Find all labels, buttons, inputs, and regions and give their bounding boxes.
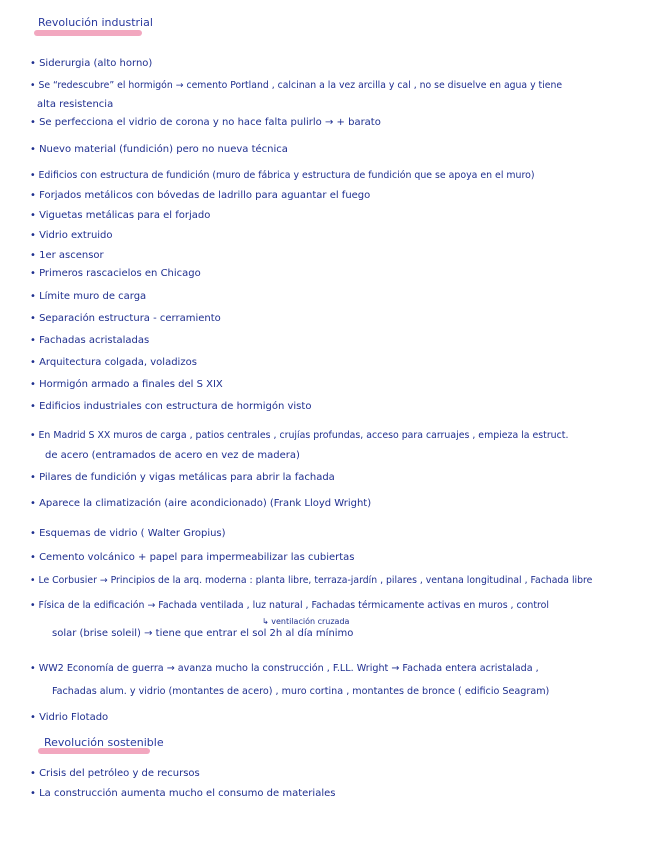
note-line: • Se perfecciona el vidrio de corona y no hace falta pulirlo → + barato <box>30 117 381 128</box>
note-line: • Se “redescubre” el hormigón → cemento Portland , calcinan a la vez arcilla y cal , no se disuelve en agua y tiene <box>30 80 563 91</box>
note-line: • Hormigón armado a finales del S XIX <box>30 379 223 390</box>
note-line: • Física de la edificación → Fachada ventilada , luz natural , Fachadas térmicamente activas en muros , control <box>30 600 550 611</box>
note-subline: ↳ ventilación cruzada <box>262 617 350 626</box>
note-line: • Le Corbusier → Principios de la arq. moderna : planta libre, terraza-jardín , pilares , ventana longitudinal , Fachada libre <box>30 575 593 586</box>
note-line: de acero (entramados de acero en vez de madera) <box>45 450 300 461</box>
note-line: • Viguetas metálicas para el forjado <box>30 210 211 221</box>
note-line: • Separación estructura - cerramiento <box>30 313 221 324</box>
note-line: • WW2 Economía de guerra → avanza mucho la construcción , F.LL. Wright → Fachada entera acristalada , <box>30 663 539 674</box>
note-line: • Forjados metálicos con bóvedas de ladrillo para aguantar el fuego <box>30 190 371 201</box>
note-line: • Pilares de fundición y vigas metálicas para abrir la fachada <box>30 472 335 483</box>
note-line: • Arquitectura colgada, voladizos <box>30 357 197 368</box>
note-line: • Edificios industriales con estructura de hormigón visto <box>30 401 312 412</box>
note-line: • Crisis del petróleo y de recursos <box>30 768 200 779</box>
note-line: • Edificios con estructura de fundición (muro de fábrica y estructura de fundición que se apoya en el muro) <box>30 170 535 181</box>
note-line: • 1er ascensor <box>30 250 104 261</box>
note-line: • Límite muro de carga <box>30 291 147 302</box>
note-line: • En Madrid S XX muros de carga , patios centrales , crujías profundas, acceso para carruajes , empieza la estruct. <box>30 430 569 441</box>
note-line: alta resistencia <box>37 99 114 110</box>
note-line: • Primeros rascacielos en Chicago <box>30 268 201 279</box>
note-line: Fachadas alum. y vidrio (montantes de acero) , muro cortina , montantes de bronce ( edificio Seagram) <box>52 686 550 697</box>
note-line: • Nuevo material (fundición) pero no nueva técnica <box>30 144 288 155</box>
note-line: • Siderurgia (alto horno) <box>30 58 153 69</box>
note-line: • Aparece la climatización (aire acondicionado) (Frank Lloyd Wright) <box>30 498 372 509</box>
note-line: • La construcción aumenta mucho el consumo de materiales <box>30 788 336 799</box>
heading-highlight <box>34 30 142 36</box>
section-title-sustainable: Revolución sostenible <box>44 736 164 749</box>
note-line: • Vidrio Flotado <box>30 712 109 723</box>
note-line: • Cemento volcánico + papel para impermeabilizar las cubiertas <box>30 552 355 563</box>
note-line: solar (brise soleil) → tiene que entrar el sol 2h al día mínimo <box>52 628 354 639</box>
note-line: • Fachadas acristaladas <box>30 335 150 346</box>
note-line: • Esquemas de vidrio ( Walter Gropius) <box>30 528 226 539</box>
section-title-industrial: Revolución industrial <box>38 16 153 29</box>
note-line: • Vidrio extruido <box>30 230 113 241</box>
